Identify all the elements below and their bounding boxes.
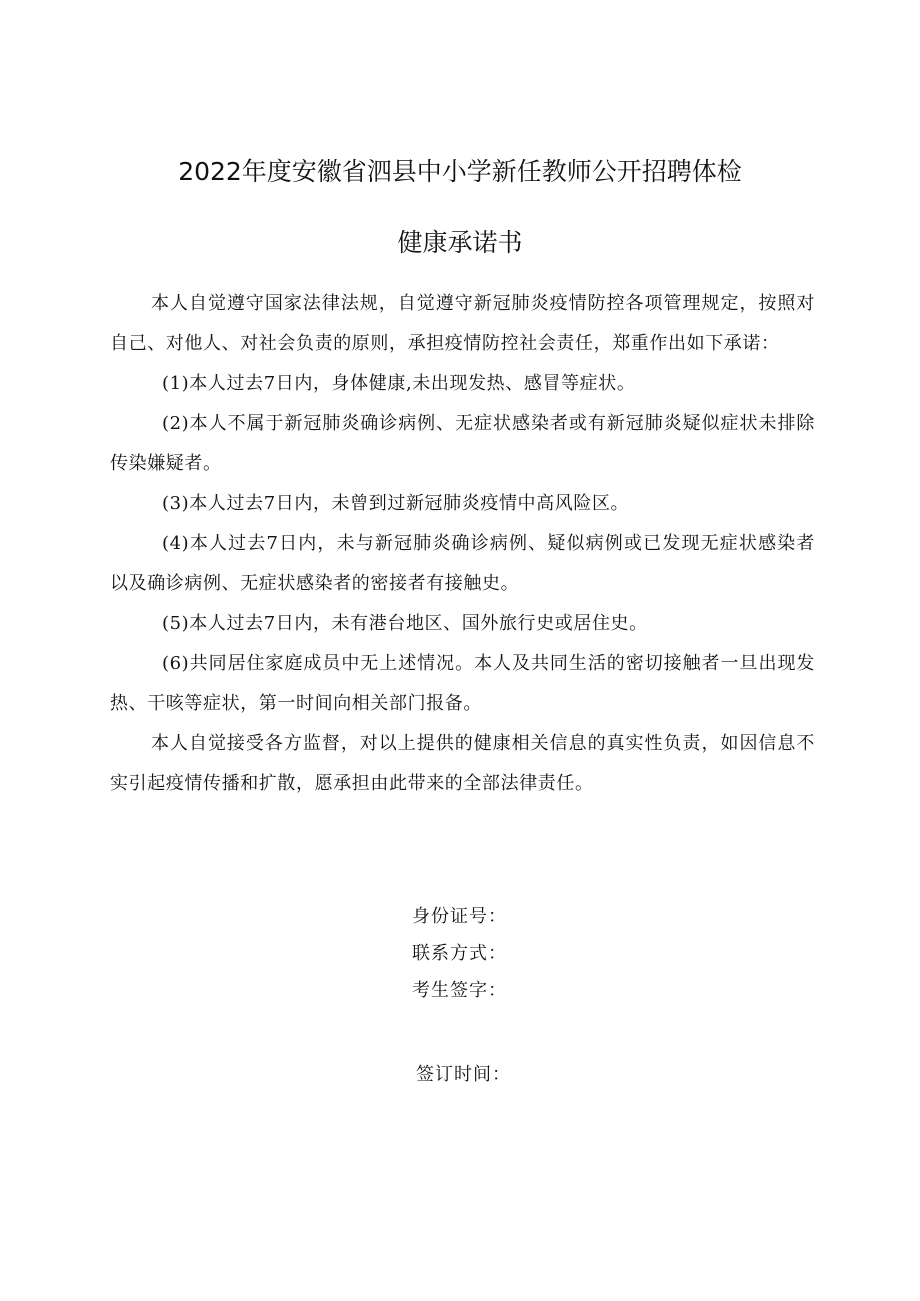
- signature-label: 考生签字：: [412, 980, 507, 1001]
- closing-paragraph: 本人自觉接受各方监督，对以上提供的健康相关信息的真实性负责，如因信息不实引起疫情传播和扩散，愿承担由此带来的全部法律责任。: [110, 733, 815, 794]
- commitment-item-2: (2)本人不属于新冠肺炎确诊病例、无症状感染者或有新冠肺炎疑似症状未排除传染嫌疑者。: [110, 413, 815, 474]
- commitment-item-3: (3)本人过去7日内，未曾到过新冠肺炎疫情中高风险区。: [162, 493, 630, 514]
- document-title-line-2: 健康承诺书: [397, 228, 523, 257]
- intro-paragraph: 本人自觉遵守国家法律法规，自觉遵守新冠肺炎疫情防控各项管理规定，按照对自己、对他人、对社会负责的原则，承担疫情防控社会责任，郑重作出如下承诺：: [110, 293, 815, 354]
- commitment-item-4: (4)本人过去7日内，未与新冠肺炎确诊病例、疑似病例或已发现无症状感染者以及确诊病例、无症状感染者的密接者有接触史。: [110, 533, 815, 594]
- id-number-label: 身份证号：: [412, 906, 507, 927]
- commitment-item-1: (1)本人过去7日内，身体健康,未出现发热、感冒等症状。: [162, 373, 636, 394]
- signature-fields: [412, 898, 507, 1009]
- contact-label: 联系方式：: [412, 943, 507, 964]
- document-body: [110, 284, 815, 804]
- commitment-item-6: (6)共同居住家庭成员中无上述情况。本人及共同生活的密切接触者一旦出现发热、干咳等症状，第一时间向相关部门报备。: [110, 653, 815, 714]
- commitment-item-5: (5)本人过去7日内，未有港台地区、国外旅行史或居住史。: [162, 613, 648, 634]
- sign-date-label: 签订时间：: [416, 1064, 511, 1085]
- document-title-line-1: 2022年度安徽省泗县中小学新任教师公开招聘体检: [178, 157, 742, 186]
